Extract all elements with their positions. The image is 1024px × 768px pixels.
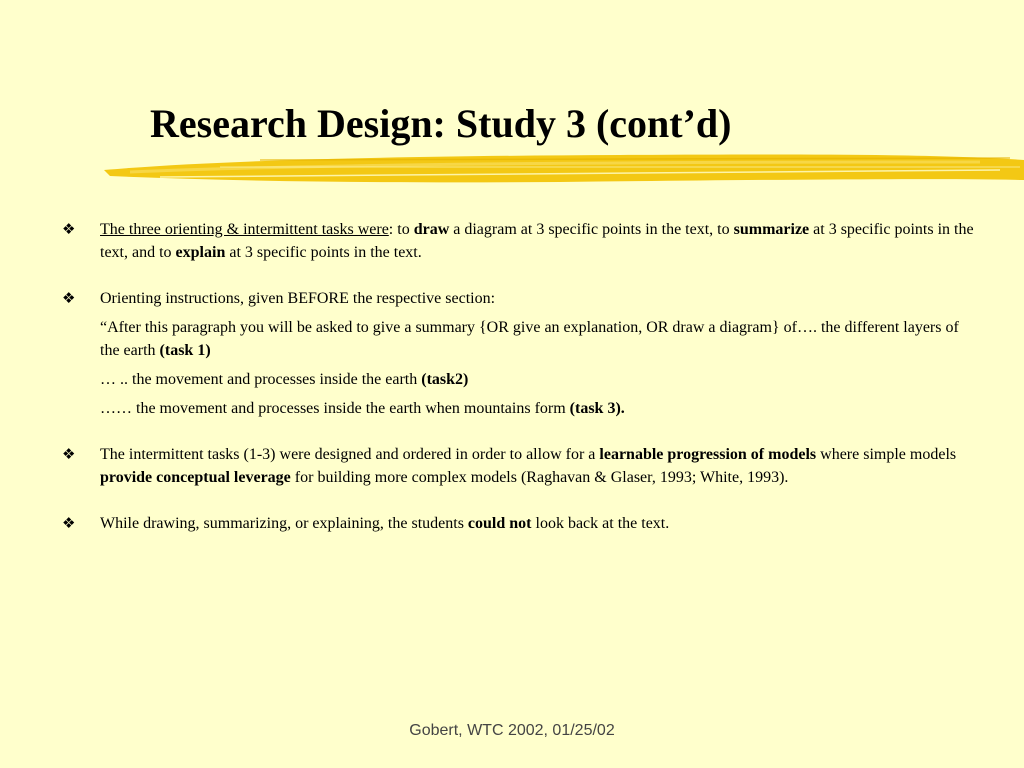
task-1-label: (task 1) — [159, 342, 211, 359]
text-run: : to — [388, 221, 414, 238]
text-run: at 3 specific points in the text, and to — [100, 221, 974, 261]
slide-footer: Gobert, WTC 2002, 01/25/02 — [409, 722, 615, 739]
emphasis-explain: explain — [175, 244, 226, 261]
diamond-bullet-icon: ❖ — [62, 445, 76, 463]
emphasis-learnable-progression: learnable progression of models — [599, 446, 817, 463]
emphasis-draw: draw — [413, 221, 450, 238]
instruction-task-1 — [62, 316, 982, 362]
task-3-label: (task 3). — [569, 400, 625, 417]
emphasis-conceptual-leverage: provide conceptual leverage — [100, 469, 291, 486]
text-run: a diagram at 3 specific points in the text, to — [449, 221, 734, 238]
task-2-label: (task2) — [421, 371, 469, 388]
slide-body — [62, 218, 982, 535]
diamond-bullet-icon: ❖ — [62, 220, 76, 238]
diamond-bullet-icon: ❖ — [62, 289, 76, 307]
orienting-lead: Orienting instructions, given BEFORE the respective section: — [100, 290, 496, 307]
bullet-no-look-back — [62, 512, 982, 535]
text-run: where simple models — [816, 446, 957, 463]
text-run: …… the movement and processes inside the earth when mountains form — [100, 400, 570, 417]
slide-title: Research Design: Study 3 (cont’d) — [150, 101, 732, 146]
brush-stroke-underline — [100, 148, 1024, 188]
instruction-task-2 — [62, 368, 982, 391]
emphasis-could-not: could not — [467, 515, 532, 532]
tasks-heading: The three orienting & intermittent tasks were — [100, 221, 389, 238]
bullet-tasks — [62, 218, 982, 264]
text-run: for building more complex models (Raghavan & Glaser, 1993; White, 1993). — [290, 469, 789, 486]
text-run: The intermittent tasks (1-3) were designed and ordered in order to allow for a — [100, 446, 600, 463]
text-run: look back at the text. — [531, 515, 670, 532]
text-run: … .. the movement and processes inside the earth — [100, 371, 422, 388]
bullet-intermittent-tasks — [62, 443, 982, 489]
text-run: “After this paragraph you will be asked to give a summary {OR give an explanation, OR draw a diagram} of…. the different layers of the earth — [100, 319, 959, 359]
text-run: at 3 specific points in the text. — [225, 244, 422, 261]
instruction-task-3 — [62, 397, 982, 420]
diamond-bullet-icon: ❖ — [62, 514, 76, 532]
bullet-orienting-instructions — [62, 287, 982, 310]
emphasis-summarize: summarize — [733, 221, 810, 238]
text-run: While drawing, summarizing, or explaining, the students — [100, 515, 468, 532]
